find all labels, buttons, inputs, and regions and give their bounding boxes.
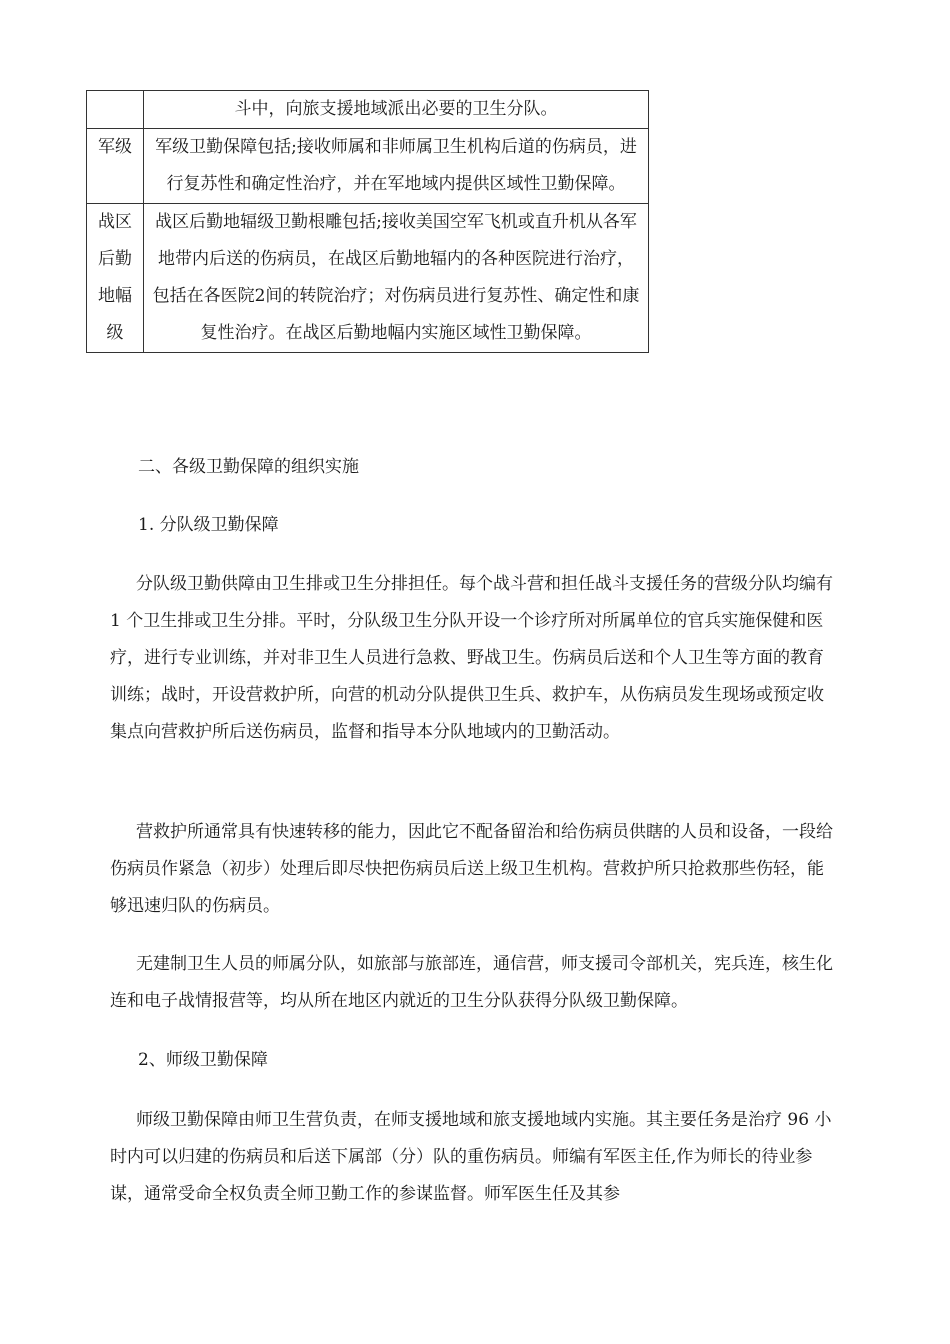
medical-support-levels-table <box>86 90 649 353</box>
table-row <box>87 91 649 129</box>
body-paragraph: 营救护所通常具有快速转移的能力，因此它不配备留治和给伤病员供瞎的人员和设备，一段给伤病员作紧急（初步）处理后即尽快把伤病员后送上级卫生机构。营救护所只抢救那些伤轻，能够迅速归队的伤病员。 <box>110 822 833 916</box>
table-cell-level <box>87 91 144 129</box>
body-paragraph: 无建制卫生人员的师属分队，如旅部与旅部连，通信营，师支援司令部机关，宪兵连，核生化连和电子战情报营等，均从所在地区内就近的卫生分队获得分队级卫勤保障。 <box>110 954 833 1011</box>
body-paragraph: 师级卫勤保障由师卫生营负责，在师支援地域和旅支援地域内实施。其主要任务是治疗 96 小时内可以归建的伤病员和后送下属部（分）队的重伤病员。师编有军医主任,作为师长的待业参谋，通常受命全权负责全师卫勤工作的参谋监督。师军医生任及其参 <box>110 1110 832 1204</box>
table-cell-description: 斗中，向旅支援地域派出必要的卫生分队。 <box>144 91 649 129</box>
table-cell-description: 战区后勤地辐级卫勤根雕包括;接收美国空军飞机或直升机从各军地带内后送的伤病员，在战区后勤地辐内的各种医院进行治疗，包括在各医院2间的转院治疗；对伤病员进行复苏性、确定性和康复性治疗。在战区后勤地幅内实施区域性卫勤保障。 <box>144 204 649 353</box>
table-cell-description: 军级卫勤保障包括;接收师属和非师属卫生机构后道的伤病员，进行复苏性和确定性治疗，并在军地域内提供区域性卫勤保障。 <box>144 129 649 204</box>
table-cell-level: 军级 <box>87 129 144 204</box>
section-heading: 二、各级卫勤保障的组织实施 <box>138 457 359 477</box>
subsection-heading: 2、师级卫勤保障 <box>138 1050 268 1070</box>
table-row <box>87 129 649 204</box>
table-row <box>87 204 649 353</box>
body-paragraph: 分队级卫勤供障由卫生排或卫生分排担任。每个战斗营和担任战斗支援任务的营级分队均编有 1 个卫生排或卫生分排。平时，分队级卫生分队开设一个诊疗所对所属单位的官兵实施保健和医疗，进行专业训练，并对非卫生人员进行急救、野战卫生。伤病员后送和个人卫生等方面的教育训练；战时，开设营救护所，向营的机动分队提供卫生兵、救护车，从伤病员发生现场或预定收集点向营救护所后送伤病员，监督和指导本分队地域内的卫勤活动。 <box>110 574 833 742</box>
subsection-heading: 1. 分队级卫勤保障 <box>138 515 279 535</box>
table-cell-level: 战区后勤地幅级 <box>87 204 144 353</box>
